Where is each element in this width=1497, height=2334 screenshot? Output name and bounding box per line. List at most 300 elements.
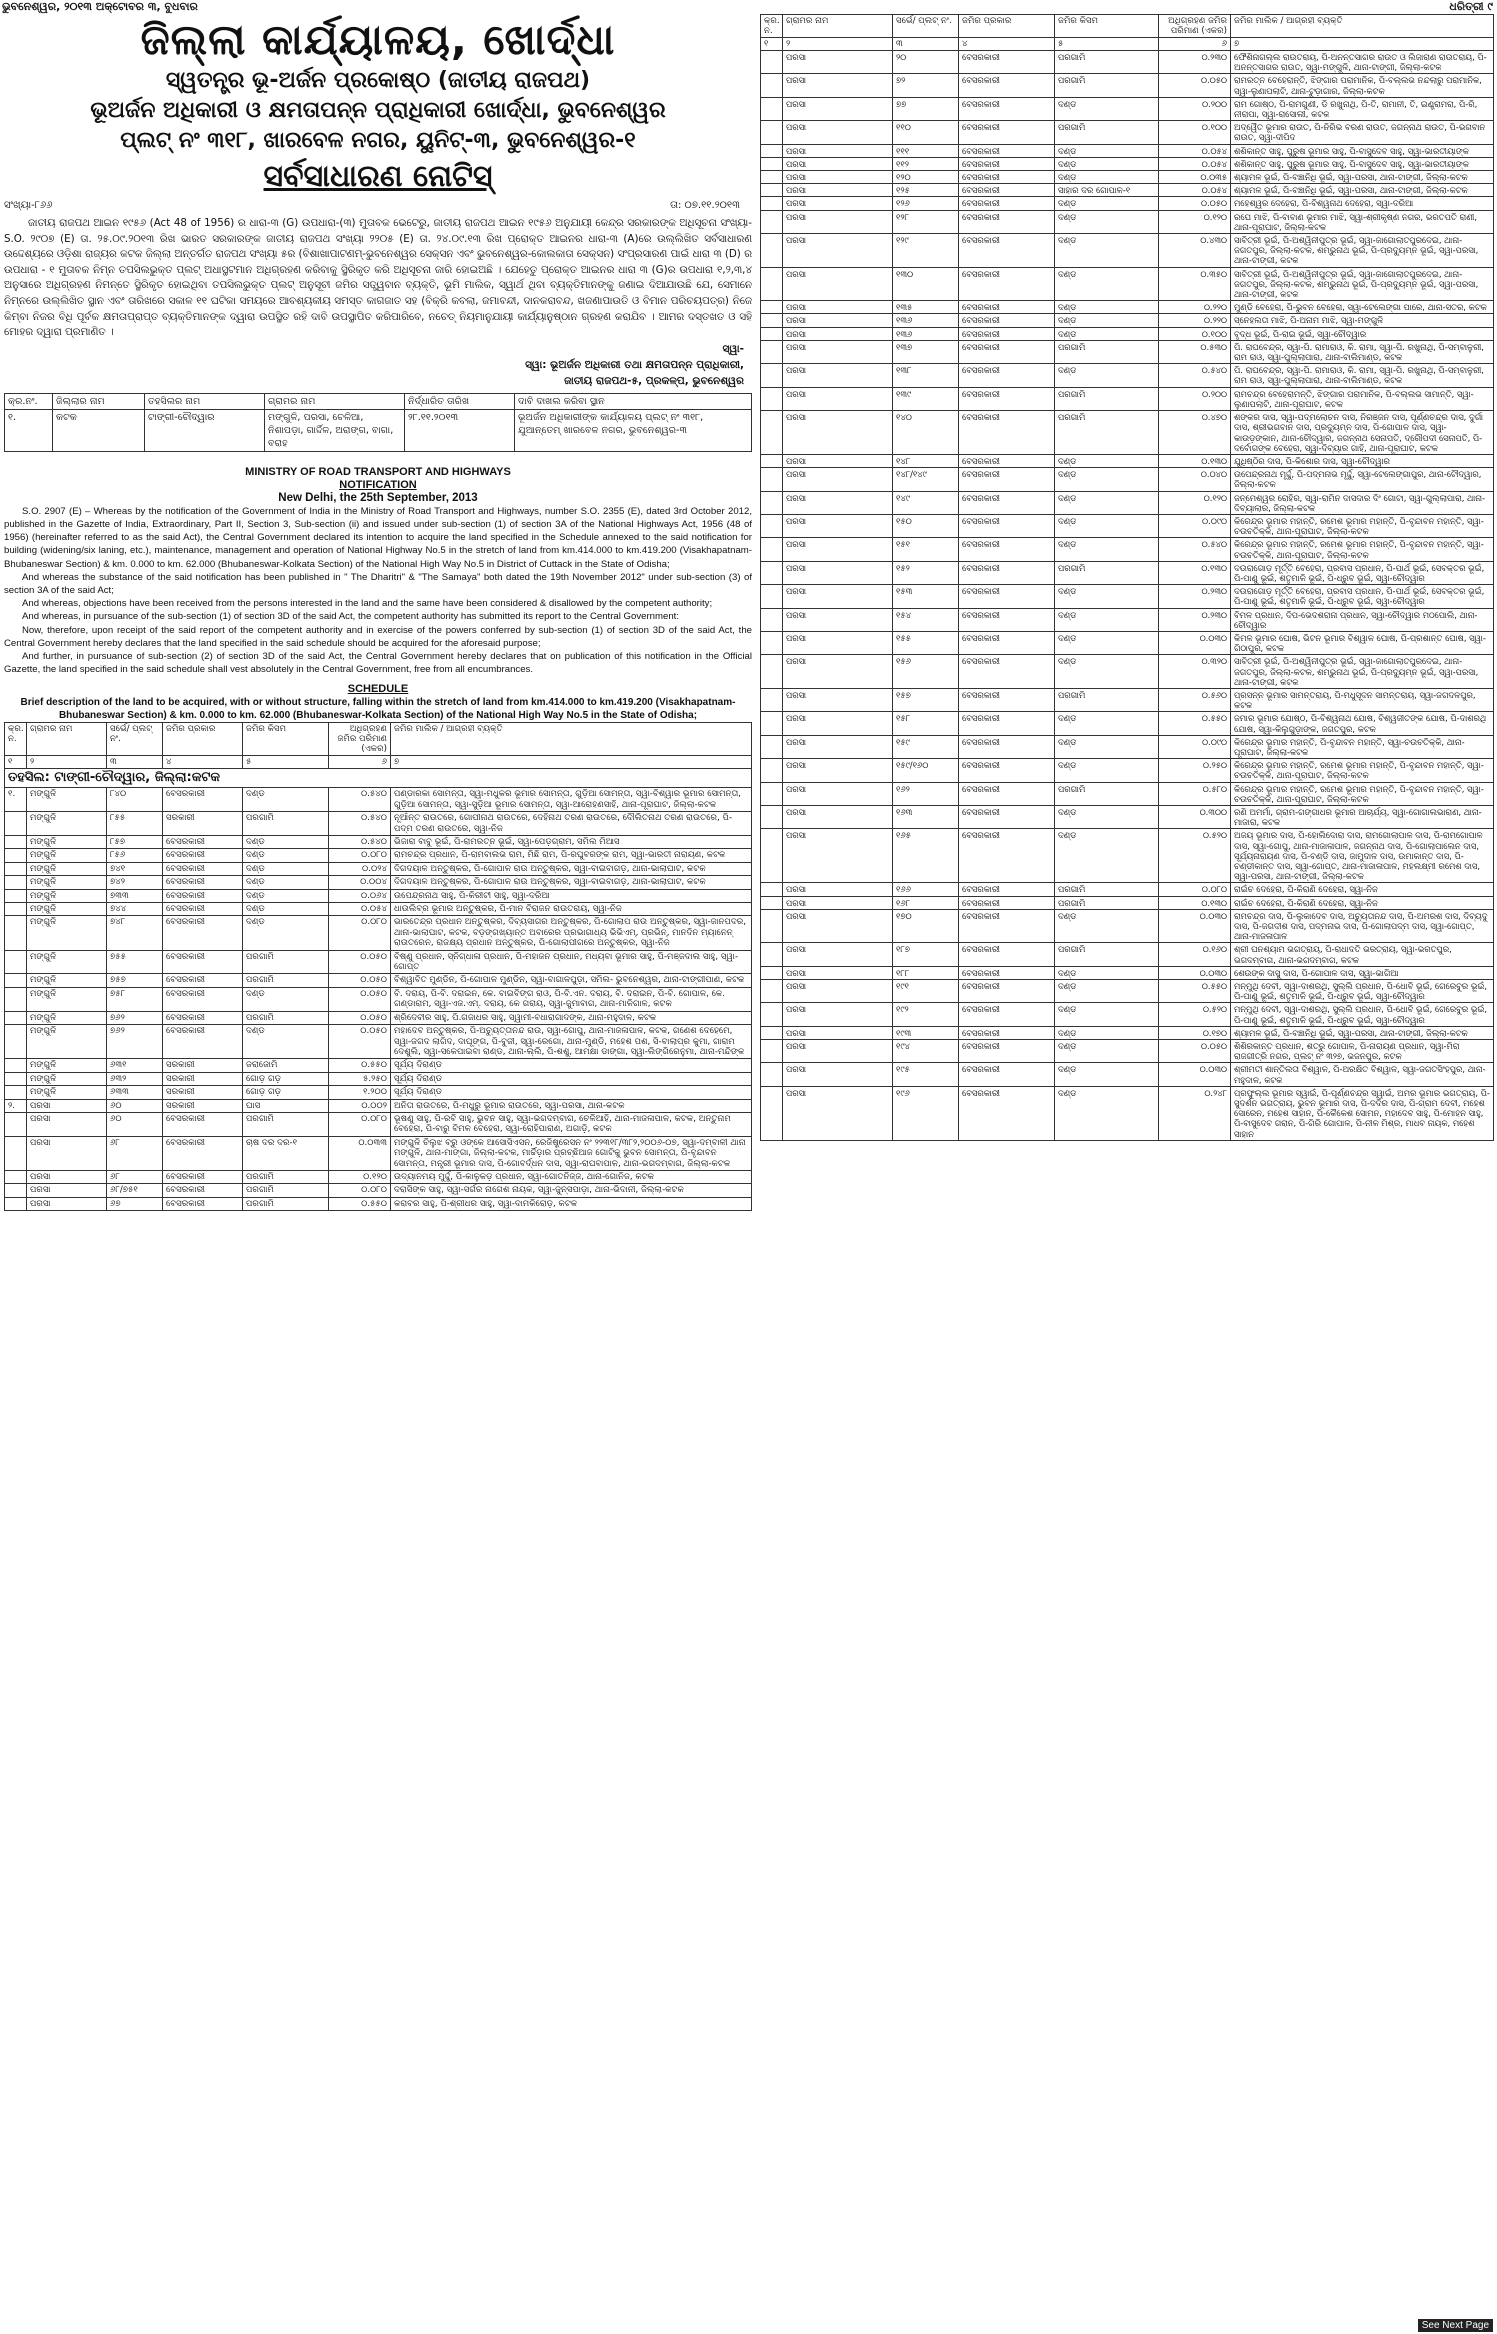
column-number-row-cell: ୪ [959, 38, 1055, 51]
table-row [5, 916, 752, 950]
table-row-cell: ୦.୦୫୦ [329, 950, 391, 974]
table-row-cell: ୬୮ [107, 1170, 163, 1183]
table-row [5, 812, 752, 836]
table-row-cell: ବେସରକାରୀ [163, 1170, 243, 1183]
table-row-cell: ଭାରତେନ୍ଦ୍ର ପ୍ରଧାନ ଅନ୍ତୁଷ୍କର, ଦିବ୍ୟସାଗର ଅନ୍ତୁଷ୍କର, ପି-ଗୋଲାପ ରାଉ ଅନ୍ତୁଷ୍କର, ସ୍ୱା-ଜାନପଦର, ଥାନା-ଭାଲାଘାଟ, କଟକ, ବଡ଼ଙ୍ଗଖ୍ୟାନ୍ତ ଅବାରେର ପ୍ରଭାଗାଧ୍ୟ ଭିଭିଏମ୍, ପ୍ରଭିନ୍, ମାନଦିନ ମ୍ୟାନେନ୍ ରାଉତରେନ, ରାଜକ୍ଷ୍ୟ ପ୍ରଧାନ ଅନ୍ତୁଷ୍କର, ପି-ଗୋଲାପୀଗରେ ଅନ୍ତୁଷ୍କର, ସ୍ୱା-ନିଜ [391, 916, 752, 950]
table-row-cell: ବେସରକାରୀ [959, 210, 1055, 233]
table-row-cell: ଦଣ୍ଡ [1055, 1003, 1159, 1026]
table-row-cell: ପରସା [783, 387, 893, 410]
tahasil-section-row [5, 769, 752, 788]
signature-b: ସ୍ୱା: ଭୂଅର୍ଜନ ଅଧିକାରୀ ତଥା କ୍ଷମତାପନ୍ନ ପ୍ରାଧିକାରୀ, [525, 358, 744, 371]
table-row-cell: ୧୩୬ [893, 327, 959, 340]
table-row-cell: ୦.୩୨୦ [1159, 655, 1231, 689]
column-number-row-cell: ୨ [783, 38, 893, 51]
table-row-cell: ଦଣ୍ଡ [1055, 301, 1159, 314]
address-line: ପ୍ଲଟ୍ ନଂ ୩୧୮, ଖାରବେଳ ନଗର, ୟୁନିଟ୍-୩, ଭୁବନେଶ୍ୱର-୧ [120, 128, 636, 153]
table-row-cell: ୧୫୯ [893, 735, 959, 758]
table-row [5, 1072, 752, 1085]
table-row-cell: ୦.୫୬୦ [1159, 688, 1231, 711]
table-row-cell: ମଙ୍ଗୁଳି ଚିଲୁଝ ବ୍ରୁ ଓଙ୍କେ ଆସୋସିଏସନ, ରେଜିଷ୍ଟ୍ରେସନ ନଂ ୨୨୩୧୮/୩୮୨,୨୦୦୬-୦୭, ସ୍ୱା-ଦମ୍ବାଳୀ ଥାନା ମଙ୍ଗୁଳି, ଥାନା-ମାଙ୍ଗା, ଜିଲ୍ଲା-କଟକ, ମାର୍ଚ୍ଚିଡ଼ାର ପ୍ରଚ୍ଛିଆଜ ଗୋଟିକୁ ଭୁବନ ସୋମନ୍ତା, ପି-ବୃନ୍ଦାବନ ସୋମନ୍ତା, ମନ୍ତ୍ରୀ ଭୂମାର ଦାସ, ପି-ଗୋବର୍ଦ୍ଧନ ଦାସ, ସ୍ୱା-ରାଘବାପାଳ, ଥାନା-ଭଗଦମ୍ବାଗ, ଜିଲ୍ଲା-କଟକ [391, 1136, 752, 1170]
table-row-cell: ୦.୦୨୪ [329, 862, 391, 875]
column-number-row-cell: ୨ [27, 756, 107, 769]
table-row-cell: ୦.୦୫୦ [1159, 74, 1231, 97]
table-row-cell: ପରସା [783, 1086, 893, 1140]
table-row-cell: ୦.୧୦୦ [1159, 327, 1231, 340]
table-row-cell: ବେସରକାରୀ [959, 896, 1055, 909]
table-row-cell [761, 301, 783, 314]
table-row-cell: ବେସରକାରୀ [959, 454, 1055, 467]
column-number-row [5, 756, 752, 769]
schedule-description: Brief description of the land to be acquired, with or without structure, falling within the stretch of land from km.414.000 to km.419.200 (Visakhapatnam-Bhubaneswar Section) & km. 0.000 to km. 62.000 (Bhubaneswar-Kolkata Section) of the National High Way No.5 in the State of Odisha; [20, 697, 736, 722]
table-row-cell: ବେସରକାରୀ [163, 1197, 243, 1210]
table-row-cell: ବେସରକାରୀ [959, 782, 1055, 805]
table-row-cell: ପି. ରାଘବେନ୍ଦ୍ର, ସ୍ୱା-ପି. ରାମାରାଓ, କି. ରାମା, ସ୍ୱା-ପି. ରଖୁନାଥି, ପି-ସମ୍ବାଳୁରୀ, ରାମ ରାଓ, ସ୍ୱା-ପୁଲ୍ଲାପାରା, ଥାନା-ବାଲିମାଣ୍ଡ, କଟକ [1231, 364, 1494, 387]
table-row-cell [5, 836, 27, 849]
table-row-cell: ଦଣ୍ଡ [1055, 1063, 1159, 1086]
table-row-cell: ପ୍ରଫୁଲ୍ଲ ଭୂମାର ସ୍ୱାଇଁ, ପି-ପୂର୍ଣ୍ଣଚନ୍ଦ୍ର ସ୍ୱାଇଁ, ଅମର ଭୂମାର ଭଗତ୍ରାୟ, ପି-ସୁଦର୍ଶନ ଭଗତ୍ରାୟ, ଭୁବନ ଭୂମାର ଦାସ, ପି-ଦଦିର ଦାସ, ପି-ଗ୍ରାମ ଦେବୀ, ମହେଶ ସୋରେନ, ମହେଶ ସାହାନ, ପି-କୈକେଶ ସୋମନ, ମହାଦେବ ସାହୁ, ପି-ମୋହନ ସାହୁ, ପି-ବାସୁଦେବ ଗରାନ, ପି-ଗିରି ଗୋପାଳ, ପି-ନୀଳ ମିଶ୍ର, ମାଧବ ନାୟକ, ମହେଶ ସାହାନ [1231, 1086, 1494, 1140]
table-row-cell [761, 1063, 783, 1086]
table-row-cell: ୦.୫୨୦ [1159, 1003, 1231, 1026]
table-row-cell: ବେସରକାରୀ [959, 171, 1055, 184]
table-row-cell: ସରକାରୀ [163, 1072, 243, 1085]
table-row-cell [5, 987, 27, 1011]
table-row-cell: ୦.୨୨୦ [1159, 301, 1231, 314]
hearing-cell: ୧. [5, 409, 53, 451]
table-row-cell: ମହାଦେବ ଅନ୍ତୁଷ୍କର, ପି-ଅଚ୍ୟୁତ୍ତାନନ୍ଦ ରାଉ, ସ୍ୱା-ଗୋପୁ, ଥାନା-ମାଜଳାପାଳ, କଟକ, ଗଣେଶ ଦେହେମେ, ସ୍ୱା-ଜଗଦ ଲାଗିଦ, ଦାଘୂଙ୍ଗ, ପି-ବୁଜୀ, ସ୍ୱା-ରେଗୋ, ଥାନା-ମୁଣ୍ଡି, ମହେଶ ପଶ, ସି-ବାଲାପ୍ର କୁମା, ଗାରାମ ଦେଶୁଲି, ସ୍ୱା-ସକେପାଇବା ରାଣ୍ଡ, ଥାନା-ଲ୍ଲି, ପି-ଶଶୁ, ଆମକ୍ଷା ଡାଙ୍ଗା, ସ୍ୱା-ଲିଙ୍ଗିରେନୁମା, ଥାନା-ମନ୍ଦିଙ୍କ [391, 1025, 752, 1059]
table-row-cell: ୧୯୧ [893, 980, 959, 1003]
table-row-cell: ବେସରକାରୀ [959, 585, 1055, 608]
table-row [5, 974, 752, 987]
table-row [761, 561, 1494, 584]
table-row-cell: ୦.୧୨୦ [1159, 491, 1231, 514]
table-row [761, 197, 1494, 210]
table-row-cell: ଦଣ୍ଡ [1055, 267, 1159, 301]
table-row-cell: ଚାଷ ଦର ଦର-୧ [243, 1136, 329, 1170]
table-row [5, 1059, 752, 1072]
table-row [5, 1170, 752, 1183]
english-paragraph: And further, in pursuance of sub-section (2) of section 3D of the said Act, the Central Government hereby declares that on publication of this notification in the Official Gazette, the land specified in the said schedule shall vest absolutely in the Central Government, free from all encumbrances. [4, 650, 752, 676]
public-notice-heading: ସର୍ବସାଧାରଣ ନୋଟିସ୍ [263, 159, 493, 194]
table-row-cell: ୦.୦୩୦ [1159, 1063, 1231, 1086]
table-row-cell [761, 585, 783, 608]
table-row-cell [761, 97, 783, 120]
column-number-row-cell: ୪ [163, 756, 243, 769]
english-paragraph: And whereas the substance of the said notification has been published in " The Dharitri" & "The Samaya" both dated the 19th November 2012" under sub-section (3) of section 3A of the said Act; [4, 571, 752, 596]
table-row-cell: ବିଶ୍ୱାବିତ ମୁଣ୍ଡିନ, ପି-ଗୋପାଳ ମୁଣ୍ଡିନ, ସ୍ୱା-ବାଗାଳପୁଡ଼ା, ସମିଲ- ଭୁବନେଶ୍ୱର, ଥାନା-ଟାଙ୍ଗୀପାଣ, କଟକ [391, 974, 752, 987]
table-row-cell: ରାଇଁଚ ଦେହେରା, ପି-କିରାଣି ଦେହେରା, ସ୍ୱା-ନିଜ [1231, 896, 1494, 909]
table-row-cell: ୧୨୫ [893, 184, 959, 197]
table-row [761, 538, 1494, 561]
table-row-cell: ଦଣ୍ଡ [1055, 364, 1159, 387]
table-row [5, 889, 752, 902]
table-row [761, 883, 1494, 896]
table-row-cell: ୧୩୦ [893, 267, 959, 301]
table-row-cell: ବେସରକାରୀ [959, 909, 1055, 943]
table-row-cell: ୬୭ [107, 1197, 163, 1210]
page-header-strip [0, 0, 1497, 14]
table-row-cell: ପରସା [783, 943, 893, 966]
table-row-cell: ଦଣ୍ଡ [243, 1025, 329, 1059]
table-row-cell: ପରସା [783, 896, 893, 909]
table-row-cell: ୧୧୨ [893, 157, 959, 170]
table-row-cell: ବିମଳ ପ୍ରଧାନ, ଦିପ-ଭେଦଶରାନା ପ୍ରଧାନ, ସ୍ୱା-ଚୌଦ୍ୱାର ମଠପୋଲି, ଥାନା-ଚୌଦ୍ୱାର [1231, 608, 1494, 631]
table-row-cell: ୧୫୯/୧୬୦ [893, 759, 959, 782]
table-row-cell: ଶ୍ରୀମତୀ ଶାନ୍ତିଲତା ବିଶ୍ୱାଳ, ପି-ଅରକ୍ଷିତ ବିଶ୍ୱାଳ, ସ୍ୱା-ଜଗତସିଂହପୁର, ଥାନା-ମହୁଦାଳ, କଟକ [1231, 1063, 1494, 1086]
table-row-cell: ପରଗାମି [1055, 688, 1159, 711]
table-row-cell [761, 1086, 783, 1140]
table-row-cell: ପରସା [783, 538, 893, 561]
table-row-cell: ଦଣ୍ଡ [1055, 631, 1159, 654]
table-row-cell: ବେସରକାରୀ [959, 144, 1055, 157]
hearing-col-header: ତହସିଲର ନାମ [145, 393, 265, 409]
table-row-cell [761, 171, 783, 184]
table-row-cell: ସାବିତ୍ରୀ ଭୂଇଁ, ପି-ଅଶ୍ୱିନୀପୁତ୍ର ଭୂଇଁ, ସ୍ୱା-ଜାଗୋଲାତପୁରଦେଇ, ଥାନା-ଜଗତପୁର, ଜିଲ୍ଲା-କଟକ, ଶମ୍ଭୁନାଥ ଭୂଇଁ, ପି-ପ୍ରଦ୍ୟୁମ୍ନ ଭୂଇଁ, ସ୍ୱା-ପରସା, ଥାନା-ଟାଙ୍ଗୀ, କଟକ [1231, 234, 1494, 268]
table-row-cell: ୧୪୦ [893, 411, 959, 455]
table-row-cell [761, 327, 783, 340]
table-row-cell: ଦଣ୍ଡ [243, 849, 329, 862]
table-row-cell: ଭିଜାରା ବାବୁ ଭୂଇଁ, ପି-ରାମରତ୍ନ ଭୂଇଁ, ସ୍ୱା-ପେଡ଼ଗ୍ରାମ, ସମିଲ ମିଆସ [391, 836, 752, 849]
table-row-cell: ପି. ରାଘବେନ୍ଦ୍ର, ସ୍ୱା-ପି. ରାମାରାଓ, କି. ରାମା, ସ୍ୱା-ପି. ରଖୁନାଥି, ପି-ସମ୍ବାଳୁରୀ, ରାମ ରାଓ, ସ୍ୱା-ପୁଲ୍ଲାପାରା, ଥାନା-ବାଲିମାଣ୍ଡ, କଟକ [1231, 340, 1494, 363]
table-row-cell [5, 974, 27, 987]
table-row-cell: ବେସରକାରୀ [959, 184, 1055, 197]
table-row-cell: କିରେନ୍ଦ୍ର ଭୂମାର ମହାନ୍ତି, ରମେଶ ଭୂମାର ମହାନ୍ତି, ପି-ବୃନ୍ଦାବନ ମହାନ୍ତି, ସ୍ୱା-ଚଉଚତିକ୍କି, ଥାନା-ପୂରାଘାଟ, ଜିଲ୍ଲା-କଟକ [1231, 759, 1494, 782]
table-row-cell: ପରସା [783, 688, 893, 711]
table-row-cell: ଦଣ୍ଡ [1055, 735, 1159, 758]
table-row-cell: ୦.୦୩୦ [1159, 631, 1231, 654]
table-row-cell: ୧୬୬ [893, 883, 959, 896]
table-row-cell: ପରସା [27, 1099, 107, 1112]
table-row-cell: ୭୬୨ [107, 1011, 163, 1024]
table-row [5, 836, 752, 849]
table-row-cell: ବେସରକାରୀ [959, 197, 1055, 210]
table-row-cell: ଶ୍ୟାମଳ ଭୂଇଁ, ପି-ବଞ୍ଚାନିଧି ଭୂଇଁ, ସ୍ୱା-ପରସା, ଥାନା-ଟାଙ୍ଗୀ, ଜିଲ୍ଲା-କଟକ [1231, 1026, 1494, 1039]
table-row-cell [761, 514, 783, 537]
table-row-cell: ୦.୦୫୦ [329, 1025, 391, 1059]
table-row-cell: ଶଶିକାନ୍ତ ସାହୁ, ପୁରୁଷ ଭୂମାର ସାହୁ, ପି-ବାସୁଦେବ ସାହୁ, ସ୍ୱା-ଭାରତୀୟାଙ୍କ [1231, 144, 1494, 157]
table-row-cell: ୧୩୭ [893, 340, 959, 363]
table-row-cell: ବେସରକାରୀ [959, 74, 1055, 97]
table-row [761, 454, 1494, 467]
table-header-row-cell: ଅଧିଗ୍ରହଣ ଜମିର ପରିମାଣ (ଏକର) [329, 723, 391, 756]
table-row-cell: ୬୮ [107, 1136, 163, 1170]
table-header-row-cell: ଗ୍ରାମର ନାମ [783, 15, 893, 38]
table-row-cell: କିରେନ୍ଦ୍ର ଭୂମାର ମହାନ୍ତି, ରମେଶ ଭୂମାର ମହାନ୍ତି, ପି-ବୃନ୍ଦାବନ ମହାନ୍ତି, ସ୍ୱା-ଚଉଚତିକ୍କି, ଥାନା-ପୂରାଘାଟ, ଜିଲ୍ଲା-କଟକ [1231, 782, 1494, 805]
right-column [760, 14, 1494, 2320]
table-row-cell: ୦.୦୬୪ [329, 889, 391, 902]
table-row-cell: ୭୫୫ [107, 950, 163, 974]
table-row-cell [761, 1026, 783, 1039]
table-row-cell: ପରଗାମି [1055, 561, 1159, 584]
table-row [761, 966, 1494, 979]
table-row-cell: ବେସରକାରୀ [959, 1003, 1055, 1026]
table-row-cell: ୦.୨୪୮ [1159, 1086, 1231, 1140]
table-row-cell: ୦.୧୨୦ [1159, 210, 1231, 233]
table-row-cell: ମଙ୍ଗୁଳି [27, 987, 107, 1011]
notification-heading: NOTIFICATION [339, 478, 417, 491]
reference-date: ତା: ୦୭.୧୧.୨୦୧୩ [670, 200, 740, 211]
table-row-cell [761, 144, 783, 157]
table-row [761, 896, 1494, 909]
table-row-cell: ପରଗାମି [1055, 411, 1159, 455]
table-row-cell [5, 1136, 27, 1170]
table-row-cell: ପରସା [783, 97, 893, 120]
table-row-cell: ରାମଚନ୍ଦ୍ର ବେହେରାମନ୍ତି, ଝିଙ୍ଗାର ପରାମାନିକ, ପି-ବଲ୍ଲଭ ସାମାନ୍ତି, ସ୍ୱା-ଲୁଣାପଲାଟି, ଥାନା-ପୂରାଘାଟ, କଟକ [1231, 387, 1494, 410]
table-row-cell [761, 234, 783, 268]
authority-line: ଭୂଅର୍ଜନ ଅଧିକାରୀ ଓ କ୍ଷମତାପନ୍ନ ପ୍ରାଧିକାରୀ ଖୋର୍ଦ୍ଧା, ଭୁବନେଶ୍ୱର [90, 98, 666, 123]
table-row-cell: ୧୯୫ [893, 1063, 959, 1086]
table-row-cell: ପରସା [783, 514, 893, 537]
table-row [761, 1026, 1494, 1039]
table-row-cell: ଉଦ୍ୟାନମୟ ମୁର୍ଦ୍ଦୁ, ପି-କାଳୁକଡ଼ ପ୍ରଧାନ, ସ୍ୱା-ଗୋତନିଜ୍ଜ, ଥାନା-ଗୋନିଜ, କଟକ [391, 1170, 752, 1183]
table-header-row [5, 723, 752, 756]
table-row-cell: ୧୫୫ [893, 631, 959, 654]
table-row-cell: ଦଣ୍ଡ [1055, 712, 1159, 735]
table-row-cell [761, 197, 783, 210]
table-row-cell: ମଙ୍ଗୁଳି [27, 1025, 107, 1059]
table-row-cell: ୧୫୪ [893, 608, 959, 631]
table-row [5, 1112, 752, 1136]
table-row-cell: ଦଣ୍ଡ [1055, 197, 1159, 210]
hearing-cell: କଟକ [53, 409, 145, 451]
column-number-row-cell: ୩ [107, 756, 163, 769]
table-row-cell: ୦.୫୪୦ [329, 788, 391, 812]
table-row-cell [5, 1025, 27, 1059]
table-row-cell: ୭୭ [893, 97, 959, 120]
table-row-cell: ବେସରକାରୀ [163, 1184, 243, 1197]
table-row-cell: ବେସରକାରୀ [959, 1040, 1055, 1063]
table-row-cell: ୧୨୦ [893, 171, 959, 184]
table-row-cell: ୧୬୫ [893, 829, 959, 883]
table-row-cell: ବେସରକାରୀ [959, 364, 1055, 387]
table-row-cell: ବେସରକାରୀ [163, 862, 243, 875]
table-row-cell: ୦.୧୩୦ [1159, 454, 1231, 467]
table-row-cell: ଦରାସିଙ୍କ ସାହୁ, ସ୍ୱା-ସର୍ଗର ନାଗେଶ ନାୟକ, ସ୍ୱା-ଜୁନ୍ସପାଡ଼ା, ଥାନା-ଭିଦାନୀ, ଜିଲ୍ଲା-କଟକ [391, 1184, 752, 1197]
table-row-cell: ବେସରକାରୀ [959, 712, 1055, 735]
table-row-cell: ୧୫୬ [893, 655, 959, 689]
table-row-cell [761, 735, 783, 758]
table-row-cell: ପରଗାମି [243, 974, 329, 987]
table-row-cell: ଶେଉଙ୍କ ଦାସୁ ଦାସ, ପି-ଗୋପାଳ ଦାସ, ସ୍ୱା-ଭାଗିଆ [1231, 966, 1494, 979]
table-row-cell: ଦଣ୍ଡ [1055, 234, 1159, 268]
table-row-cell: ୬୮/୭୫୧ [107, 1184, 163, 1197]
table-row-cell: ମୁଣ୍ଡି ବେହେରା, ପି-ଭୁବନ ବେହେରା, ସ୍ୱା-ଟେଲେଙ୍ଗା ପାରେ, ଥାନା-ସତର, କଟକ [1231, 301, 1494, 314]
table-row-cell: ରାଇଁଚ ଦେହେରା, ପି-କିରାଣି ଦେହେରା, ସ୍ୱା-ନିଜ [1231, 883, 1494, 896]
table-row-cell: ୧୫୩ [893, 585, 959, 608]
table-row-cell [761, 966, 783, 979]
table-row-cell: ବେସରକାରୀ [959, 301, 1055, 314]
table-row-cell: ଦଣ୍ଡ [1055, 157, 1159, 170]
table-row-cell: ବେସରକାରୀ [959, 829, 1055, 883]
table-row-cell: ୧୭୦ [893, 909, 959, 943]
table-row [5, 849, 752, 862]
table-row-cell: ୭୫୭ [107, 974, 163, 987]
table-row-cell: ୦.୧୬୦ [1159, 943, 1231, 966]
table-row-cell: ଦଣ୍ଡ [1055, 144, 1159, 157]
table-row-cell: ଦଣ୍ଡ [1055, 829, 1159, 883]
table-row-cell: ମଙ୍ଗୁଳି [27, 812, 107, 836]
table-row-cell: ଦଣ୍ଡ [243, 987, 329, 1011]
table-row-cell: ଦଉରାଗୋଡ଼ ମୂର୍ତ୍ତି ବେହେରା, ପ୍ରବାସ ପ୍ରଧାନ, ପି-ପାର୍ଥ ଭୂଇଁ, ସେବକ୍ତର ଭୂଇଁ, ପି-ପାଣୁ ଭୂଇଁ, ଶତୃମାଳି ଭୂଇଁ, ପି-ଧ୍ରୁବ ଭୂଇଁ, ସ୍ୱା-ଚୌଦ୍ୱାର [1231, 561, 1494, 584]
table-row-cell: ୦.୫୨୦ [1159, 829, 1231, 883]
table-row-cell: ପରସା [783, 1040, 893, 1063]
table-row-cell: ୧୫୦ [893, 514, 959, 537]
table-row-cell: ପରସା [783, 1003, 893, 1026]
table-row-cell: ପରଗାମି [243, 1184, 329, 1197]
table-row-cell: ୦.୦୩୦ [1159, 966, 1231, 979]
table-row-cell: ୭୫୮ [107, 987, 163, 1011]
table-row-cell: ଜରାଜୋମି [243, 1059, 329, 1072]
table-row-cell: ପରଗାମି [1055, 51, 1159, 74]
table-row-cell: ସରକାରୀ [163, 812, 243, 836]
signature-c: ଜାତୀୟ ରାଜପଥ-୫, ପ୍ରକଳ୍ପ, ଭୁବନେଶ୍ୱର [564, 374, 744, 387]
table-row-cell [5, 876, 27, 889]
table-row-cell: ବେସରକାରୀ [959, 806, 1055, 829]
table-row-cell: ଦଣ୍ଡ [243, 889, 329, 902]
table-row-cell: ପରସା [783, 210, 893, 233]
table-row-cell: ୧୮୭ [893, 943, 959, 966]
table-row-cell: ୦.୫୩୦ [1159, 340, 1231, 363]
table-row [761, 1063, 1494, 1086]
table-row-cell: ଦଣ୍ଡ [1055, 454, 1159, 467]
table-row-cell: ୦.୦୫୪ [1159, 184, 1231, 197]
hearing-cell: ଟାଙ୍ଗୀ-ଚୌଦ୍ୱାର [145, 409, 265, 451]
table-row-cell: ପରସା [783, 157, 893, 170]
date-line: ଭୁବନେଶ୍ୱର, ୨୦୧୩ ଅକ୍ଟୋବର ୩, ବୁଧବାର [2, 0, 198, 13]
table-row-cell: ୭୨ [893, 74, 959, 97]
table-row-cell: ଜନ୍ମେଶ୍ୱର ରୋହିର, ସ୍ୱା-ରାମିନ ଦାସଦାର ଦିଂ ଗୋଟା, ସ୍ୱା-ଗୁଲ୍ଲାପାରା, ଥାନା-ଦିବ୍ୟାଲାର, ଜିଲ୍ଲା-କଟକ [1231, 491, 1494, 514]
table-row-cell: ଶ୍ରୀ ଘନଶ୍ୟାମ ଭଗତ୍ରାୟ, ପି-ରାଧାଦତି ଭରତ୍ରାୟ, ସ୍ୱା-ଭରତପୁର, ଭଗଦମ୍ବାଗ, ଥାନା-ଭଗଦମ୍ବାଗ, କଟକ [1231, 943, 1494, 966]
table-row-cell: ଦଣ୍ଡ [1055, 1086, 1159, 1140]
table-row [761, 712, 1494, 735]
odia-notice-body: ଜାତୀୟ ରାଜପଥ ଆଇନ ୧୯୫୬ (Act 48 of 1956) ର ଧାରା-୩ (G) ଉପଧାରା-(୩) ମୁତାବକ ଭେଟେରୁ, ଜାତୀୟ ରାଜପଥ ଆଇନ ୧୯୫୬ ଅନୁଯାୟୀ କେନ୍ଦ୍ର ସରକାରଙ୍କ ଅଧିସୂଚନା ସଂଖ୍ୟା- S.O. ୨୯୦୭ (E) ତା. ୨୫.୦୯.୨୦୧୩ ରିଖ ଭାରତ ସରକାରଙ୍କ ଜାତୀୟ ରାଜପଥ ସଂଖ୍ୟା ୨୨୦୫ (E) ତା. ୨୪.୦୯.୧୩ ରିଖ ପ୍ରୋକ୍ତ ଆଇନର ଧାରା-୩ (A)ରେ ଉଲ୍ଲିଖିତ ସର୍ବସାଧାରଣ ଉଦ୍ଦେଶ୍ୟରେ ଓଡ଼ିଶା ରାଜ୍ୟର କଟକ ଜିଲ୍ଲା ଅନ୍ତର୍ଗତ ରାଜପଥ ସଂଖ୍ୟା ୫ର (ବିଶାଖାପାଟଣମ୍-ଭୁବନେଶ୍ୱର ସେକ୍ସନ ଏବଂ ଭୁବନେଶ୍ୱର-କୋଲକାତା ସେକ୍ସନ) ସଂପ୍ରସାରଣ ପାଇଁ ଧାରା ୩ (D) ର ଉପଧାରା - ୧ ମୁତାବକ ନିମ୍ନ ତପସିଲଭୁକ୍ତ ପ୍ଲଟ୍ ଅଧାସ୍ଥଟମାନ ଅଧିଗ୍ରହଣ କରିବାକୁ ସ୍ଥିରିକୃତ କରି ଅଧିସୂଚନା ଜାରି ହୋଇଅଛି । ଯେହେତୁ ପ୍ରୋକ୍ତ ଆଇନର ଧାରା ୩ (G)ର ଉପଧାରା ୧,୨,୩,୪ ଅନୁସାରେ ଅଧିଗ୍ରହଣ ନିମନ୍ତେ ସ୍ଥିରିକୃତ ହୋଇଥିବା ତପସିଲଭୁକ୍ତ ପ୍ଲଟ୍ ଅନୁସୂଚୀ ଜମିର ସତ୍ତ୍ୱବାନ ବ୍ୟକ୍ତି, ଭୂମି ମାଲିକ, ସ୍ୱାର୍ଥ ଥିବା ବ୍ୟକ୍ତିମାନଙ୍କୁ ଜଣାଇ ଦିଆଯାଉଛି ଯେ, ସେମାନେ ନିମ୍ନରେ ଉଲ୍ଲିଖିତ ସ୍ଥାନ ଏବଂ ତାରିଖରେ ସକାଳ ୧୧ ଘଟିକା ସମୟରେ ଆବଶ୍ୟକୀୟ ସମସ୍ତ କାଗଜାତ ସହ (ବିକ୍ରି କବଲା, ଜମାବନ୍ଦୀ, ଦାନକରାବନ୍ଦ, ଖଜଣାପାଉତି ଓ ବିମାନ ପରିଚୟପତ୍ର) ନିଜେ କିମ୍ବା ନିଜର ବିଧି ପୂର୍ବକ କ୍ଷମତାପ୍ରାପ୍ତ ବ୍ୟକ୍ତିମାନଙ୍କ ଦ୍ୱାରା ଉପସ୍ଥିତ ରହି ଦାବି ଉପସ୍ଥାପିତ କରିପାରିବେ, ନଚେତ୍ ନିୟମାନୁଯାୟୀ କାର୍ଯ୍ୟାନୁଷ୍ଠାନ ଗ୍ରହଣ କରାଯିବ । ଆମର ଦସ୍ତଖତ ଓ ସହି ମୋହର ଦ୍ୱାରା ପ୍ରମାଣିତ । [4, 217, 752, 339]
table-row-cell: ୦.୨୨୦ [1159, 314, 1231, 327]
table-row-cell: ବେସରକାରୀ [959, 538, 1055, 561]
table-row [761, 184, 1494, 197]
table-row-cell: ଘାସ [243, 1099, 329, 1112]
table-row-cell: ପରସା [783, 364, 893, 387]
table-row [761, 97, 1494, 120]
table-row [761, 267, 1494, 301]
schedule-table-left [4, 722, 752, 1211]
table-row [761, 144, 1494, 157]
table-row-cell [761, 655, 783, 689]
table-row-cell: ବେସରକାରୀ [163, 836, 243, 849]
table-row-cell: ୦.୫୮୦ [1159, 782, 1231, 805]
table-row-cell: ପରଗାମି [1055, 74, 1159, 97]
table-row-cell: ବେସରକାରୀ [959, 966, 1055, 979]
table-row-cell [761, 712, 783, 735]
table-row [761, 514, 1494, 537]
table-row-cell: ୦.୦୮୦ [329, 1112, 391, 1136]
table-row-cell: ଦଣ୍ଡ [1055, 909, 1159, 943]
table-row-cell: ବେସରକାରୀ [959, 1026, 1055, 1039]
table-row-cell: ୦.୧୩୦ [1159, 561, 1231, 584]
column-number-row-cell: ୫ [243, 756, 329, 769]
table-row-cell: ବେସରକାରୀ [163, 1112, 243, 1136]
table-row-cell: ୦.୨୩୦ [1159, 51, 1231, 74]
table-row-cell: ଉପେନ୍ଦ୍ରନାଥ ସାହୁ, ପି-କିରୀଟୀ ସାହୁ, ସ୍ୱା-ଦରିଆ [391, 889, 752, 902]
table-row-cell [761, 943, 783, 966]
table-header-row-cell: ସର୍ଭେ/ ପ୍ଲଟ୍ ନଂ. [893, 15, 959, 38]
table-row-cell: ବେସରକାରୀ [959, 121, 1055, 144]
table-row-cell [5, 1184, 27, 1197]
table-row [761, 909, 1494, 943]
table-row-cell: ବେସରକାରୀ [163, 849, 243, 862]
table-row-cell: ବେସରକାରୀ [959, 327, 1055, 340]
table-row-cell: ମଙ୍ଗୁଳି [27, 974, 107, 987]
table-row-cell: ୭୪୮ [107, 916, 163, 950]
table-row-cell: ୭୬୨ [107, 1025, 163, 1059]
schedule-table-right [760, 14, 1494, 1141]
hearing-col-header: କ୍ର.ନଂ. [5, 393, 53, 409]
table-row-cell: ବେସରକାରୀ [959, 411, 1055, 455]
table-row-cell: ୮୫୬ [107, 849, 163, 862]
table-row [761, 301, 1494, 314]
table-row [761, 608, 1494, 631]
table-row-cell: ବି. ଦରାୟ, ପି-ବି. ଦରାଇନ, କେ. ବାଇବିଙ୍ଗ ରାଓ, ପି-ବି.ଏନ. ଦରାୟ, ବି. ଦରାଇନ, ପି-ବି. ଗୋପାଳ, କେ. ଗଣ୍ଡାରାମ, ସ୍ୱା-ଏଜ.ଏମ୍. ଦରାୟ, କେ ଗରାୟ, ସ୍ୱା-ଜୁମାବାଗ, ଥାନା-ମାଳିଗାଳ, କଟକ [391, 987, 752, 1011]
table-row-cell: ମଙ୍ଗୁଳି [27, 836, 107, 849]
table-row-cell: ୧୬୨ [893, 782, 959, 805]
table-header-row-cell: ଜମିର ପ୍ରକାର [959, 15, 1055, 38]
table-row-cell [761, 267, 783, 301]
table-row-cell: ୧୩୯ [893, 387, 959, 410]
table-row-cell: କରାବର ସାହୁ, ପି-ଶ୍ରୀଧର ସାହୁ, ସ୍ୱା-ଦାମକିରୋଡ଼, କଟକ [391, 1197, 752, 1210]
column-number-row-cell: ୫ [1055, 38, 1159, 51]
table-row-cell: ୧୪୯ [893, 491, 959, 514]
table-row-cell: ପରଗାମି [243, 812, 329, 836]
table-row-cell: ବେସରକାରୀ [163, 987, 243, 1011]
table-row [5, 987, 752, 1011]
hearing-col-header: ଦାବି ଦାଖଲ କରିବା ସ୍ଥାନ [515, 393, 752, 409]
table-row-cell [761, 184, 783, 197]
table-row-cell [761, 538, 783, 561]
table-row [761, 688, 1494, 711]
table-row-cell: ପରସା [27, 1112, 107, 1136]
table-row-cell: ପରସା [783, 267, 893, 301]
column-number-row-cell: ୬ [329, 756, 391, 769]
table-row [761, 631, 1494, 654]
table-row-cell: ୦.୦୮୦ [1159, 883, 1231, 896]
table-row [761, 759, 1494, 782]
table-row-cell: ୦.୩୦୦ [1159, 806, 1231, 829]
table-row-cell: ପରଗାମି [1055, 121, 1159, 144]
table-row-cell: ସାବିତ୍ରୀ ଭୂଇଁ, ପି-ଅଶ୍ୱିନୀପୁତ୍ର ଭୂଇଁ, ସ୍ୱା-ଜାଗୋଲାତପୁରଦେଇ, ଥାନା-ଜଗତପୁର, ଜିଲ୍ଲା-କଟକ, ଶମ୍ଭୁନାଥ ଭୂଇଁ, ପି-ପ୍ରଦ୍ୟୁମ୍ନ ଭୂଇଁ, ସ୍ୱା-ପରସା, ଥାନା-ଟାଙ୍ଗୀ, କଟକ [1231, 267, 1494, 301]
table-row [5, 1086, 752, 1099]
table-row-cell: ଦଣ୍ଡ [1055, 585, 1159, 608]
table-row-cell: ଦିଗଦୟାଳ ଅନ୍ତୁଷ୍କର, ପି-ଗୋପାଳ ରାଉ ଅନ୍ତୁଷ୍କର, ସ୍ୱା-ବାଇବାଗଡ଼, ଥାନା-ଭାଲାଘାଟ, କଟକ [391, 862, 752, 875]
table-row [761, 585, 1494, 608]
office-title: ଜିଲ୍ଲା କାର୍ଯ୍ୟାଳୟ, ଖୋର୍ଦ୍ଧା [140, 15, 616, 64]
table-row-cell: ମହେଶ୍ୱର ଦେହେରା, ପି-ବିଶ୍ୱନାଥ ଦେହେରା, ସ୍ୱା-ଦରିଆ [1231, 197, 1494, 210]
table-row-cell: ୧୯୨ [893, 1003, 959, 1026]
table-row-cell: ବେସରକାରୀ [959, 943, 1055, 966]
table-row-cell: ମଙ୍ଗୁଳି [27, 950, 107, 974]
hearing-col-header: ନିର୍ଦ୍ଧାରିତ ତାରିଖ [405, 393, 515, 409]
table-row-cell: ପରସା [783, 631, 893, 654]
table-row-cell: ୦.୨୫୦ [1159, 759, 1231, 782]
table-row-cell: ୦.୧୦୦ [1159, 121, 1231, 144]
table-row-cell: ବେସରକାରୀ [959, 157, 1055, 170]
table-row-cell: ୨୦ [893, 51, 959, 74]
table-row-cell: ୦.୦୦୨ [329, 1099, 391, 1112]
table-row [761, 387, 1494, 410]
table-row-cell: ପରସା [27, 1197, 107, 1210]
table-row-cell: ପରସା [783, 909, 893, 943]
table-row-cell: ୦.୦୮୦ [329, 1184, 391, 1197]
table-row-cell: ପରସା [783, 1063, 893, 1086]
table-row-cell: ୦.୪୭୦ [1159, 411, 1231, 455]
table-row-cell: ଦଣ୍ଡ [1055, 538, 1159, 561]
